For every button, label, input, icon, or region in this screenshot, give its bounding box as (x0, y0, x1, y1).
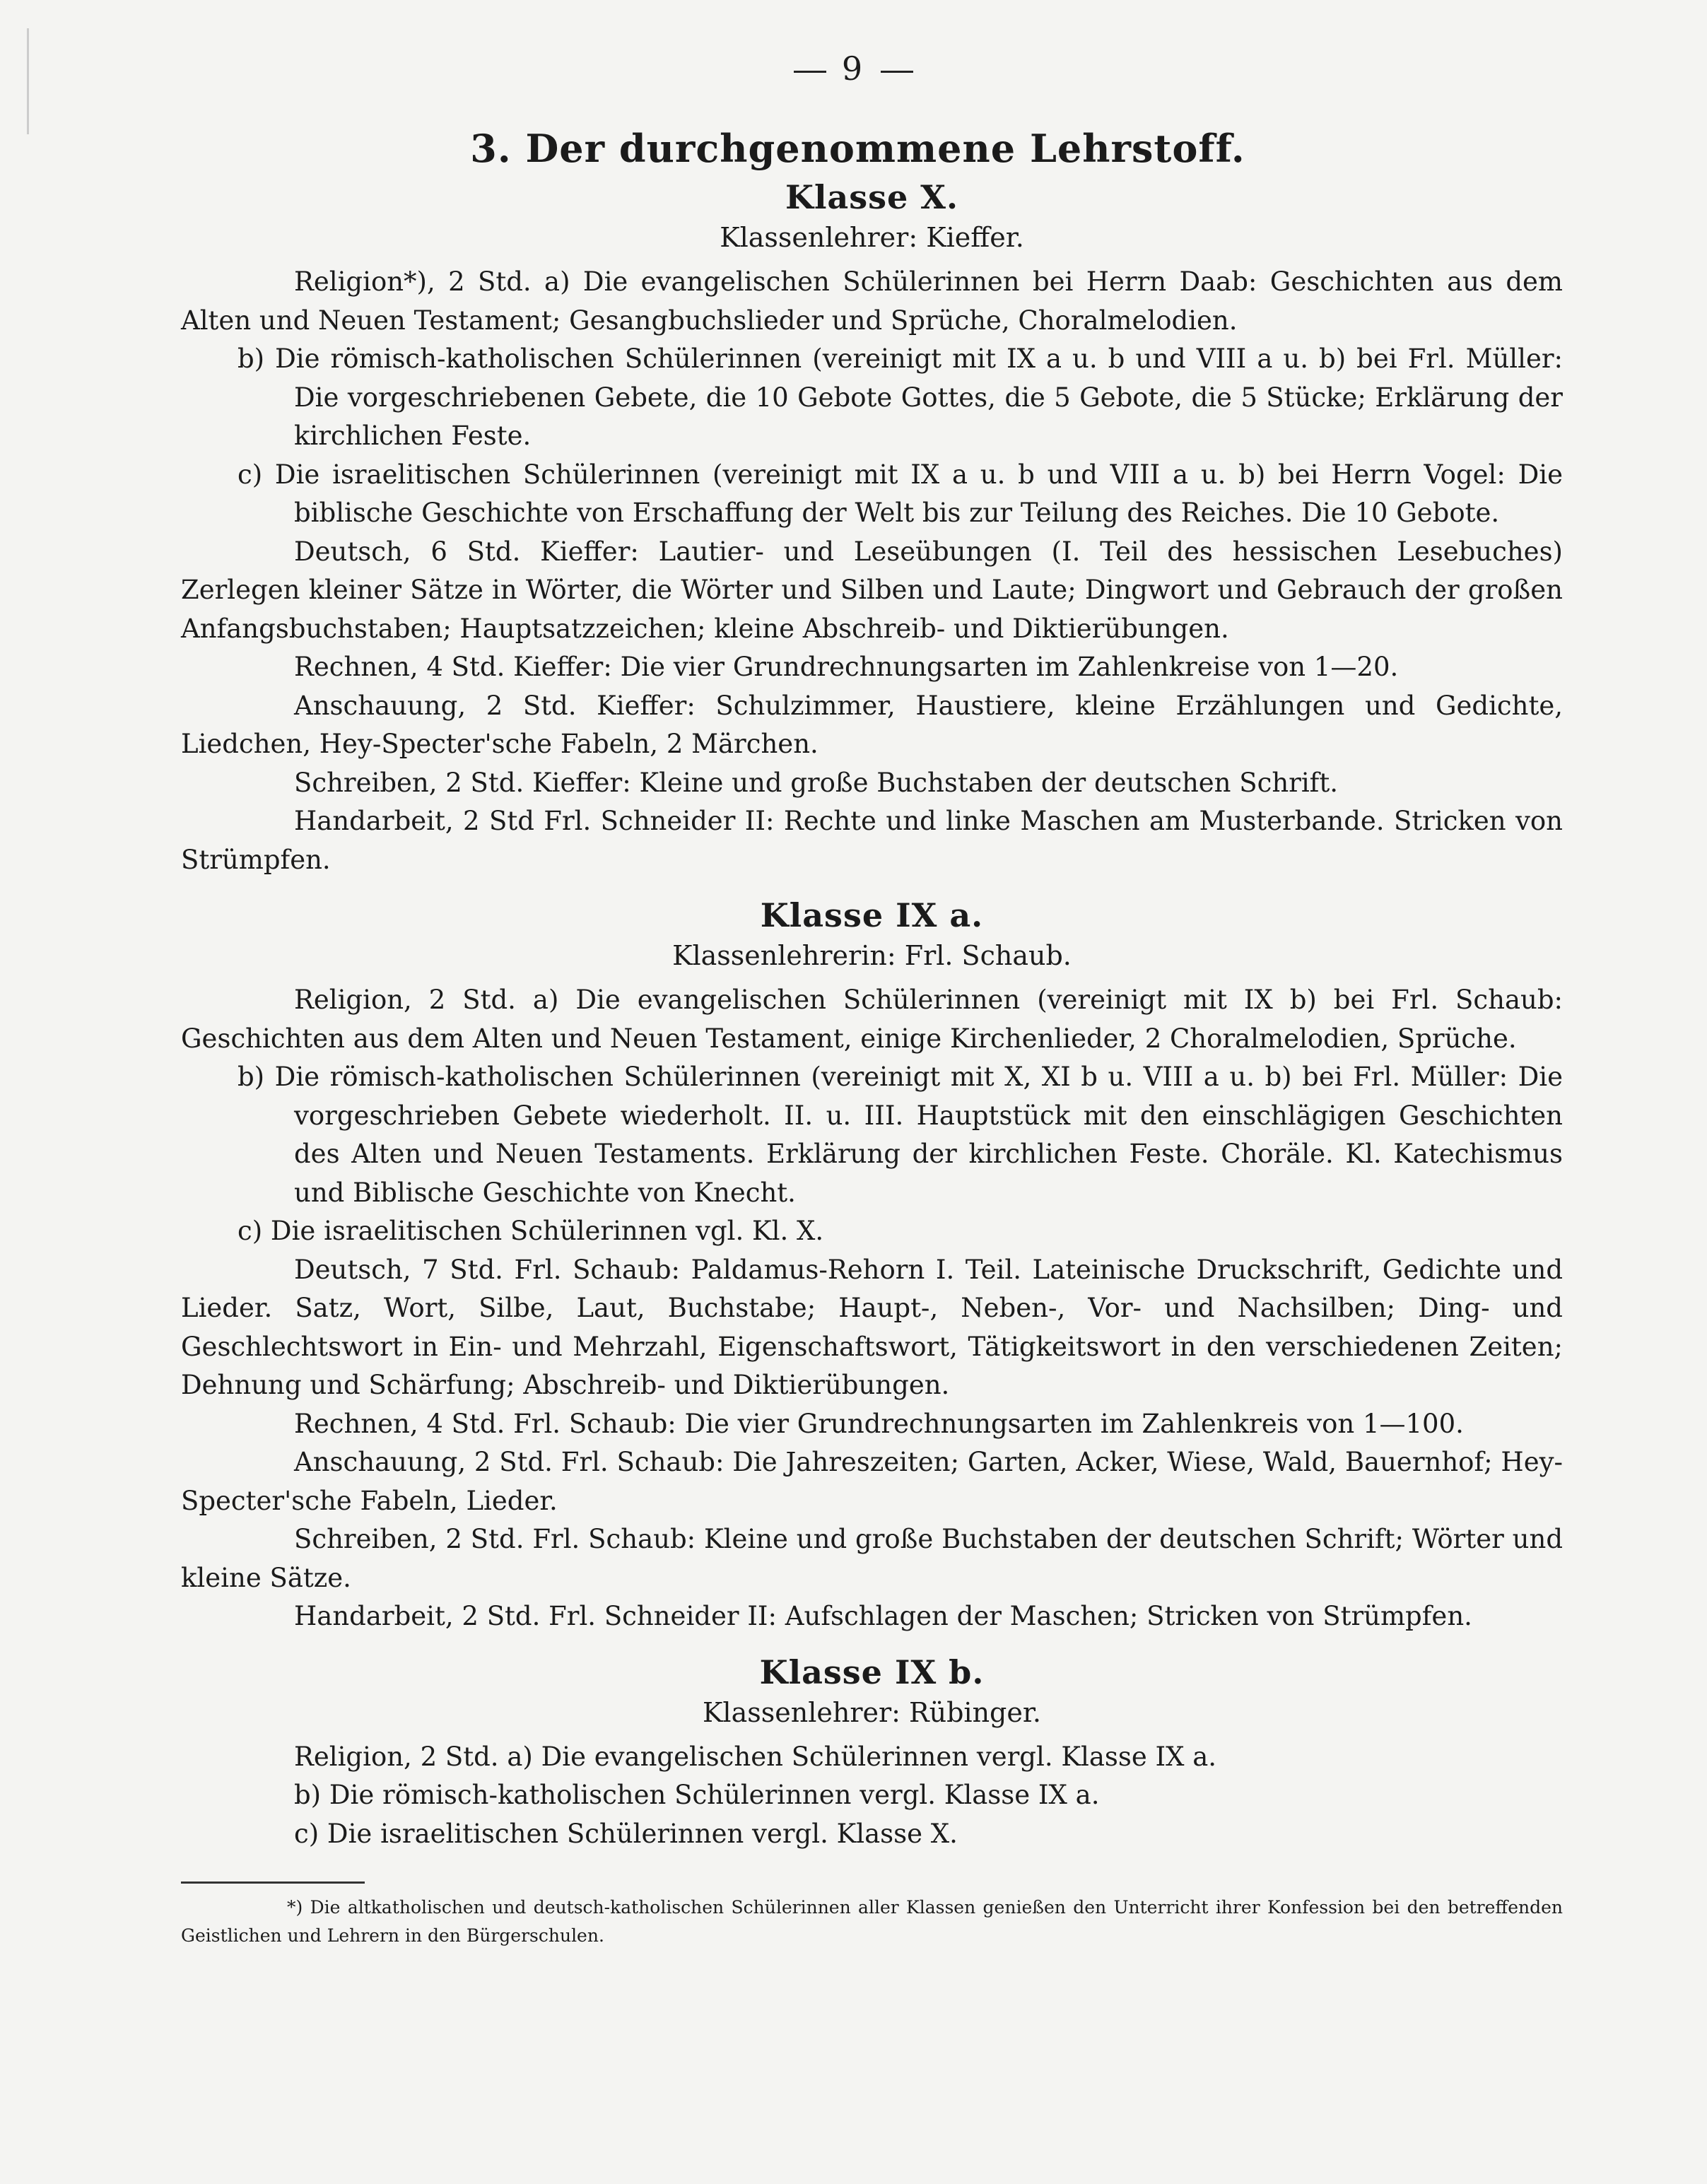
class-title-ixb: Klasse IX b. (759, 1652, 985, 1691)
anschauung-x: Anschauung, 2 Std. Kieffer: Schulzimmer, Haustiere, kleine Erzählungen und Gedichte, Liedchen, Hey-Specter'sche Fabeln, 2 Märchen. (181, 690, 1563, 759)
klasse-x-section (181, 178, 1563, 879)
schreiben-ixa: Schreiben, 2 Std. Frl. Schaub: Kleine und große Buchstaben der deutschen Schrift; Wörter und kleine Sätze. (181, 1524, 1563, 1593)
religion-ixa-a: a) Die evangelischen Schülerinnen (vereinigt mit IX b) bei Frl. Schaub: Geschichten aus dem Alten und Neuen Testament, einige Kirchenlieder, 2 Choralmelodien, Sprüche. (181, 985, 1563, 1054)
religion-x-heading: Religion*), 2 Std. (294, 266, 532, 297)
section-title: 3. Der durchgenommene Lehrstoff. (470, 126, 1245, 171)
schreiben-x: Schreiben, 2 Std. Kieffer: Kleine und große Buchstaben der deutschen Schrift. (294, 767, 1339, 798)
klasse-ixa-section (181, 896, 1563, 1636)
religion-ixb-b: b) Die römisch-katholischen Schülerinnen vergl. Klasse IX a. (294, 1780, 1100, 1810)
class-teacher-x: Klassenlehrer: Kieffer. (720, 222, 1024, 253)
content-column (181, 126, 1563, 1950)
religion-ixa-heading: Religion, 2 Std. (294, 985, 516, 1015)
religion-x-c: c) Die israelitischen Schülerinnen (vereinigt mit IX a u. b und VIII a u. b) bei Herrn Vogel: Die biblische Geschichte von Erschaffung der Welt bis zur Teilung des Reiches. Die 10 Gebote. (237, 459, 1563, 528)
religion-x (181, 263, 1563, 340)
religion-x-a: a) Die evangelischen Schülerinnen bei Herrn Daab: Geschichten aus dem Alten und Neuen Testament; Gesangbuchslieder und Sprüche, Choralmelodien. (181, 266, 1563, 336)
religion-ixb-a: a) Die evangelischen Schülerinnen vergl. Klasse IX a. (507, 1741, 1217, 1772)
class-teacher-ixb: Klassenlehrer: Rübinger. (703, 1696, 1041, 1728)
religion-ixb-heading: Religion, 2 Std. (294, 1741, 499, 1772)
religion-ixa-b: b) Die römisch-katholischen Schülerinnen (vereinigt mit X, XI b u. VIII a u. b) bei Frl. Müller: Die vorgeschrieben Gebete wiederholt. II. u. III. Hauptstück mit den einschlägigen Geschichten des Alten und Neuen Testaments. Erklärung der kirchlichen Feste. Choräle. Kl. Katechismus und Biblische Geschichte von Knecht. (237, 1062, 1563, 1208)
page-number-text: 9 (841, 49, 866, 88)
deutsch-ixa: Deutsch, 7 Std. Frl. Schaub: Paldamus-Rehorn I. Teil. Lateinische Druckschrift, Gedichte und Lieder. Satz, Wort, Silbe, Laut, Buchstabe; Haupt-, Neben-, Vor- und Nachsilben; Ding- und Geschlechtswort in Ein- und Mehrzahl, Eigenschaftswort, Tätigkeitswort in den verschiedenen Zeiten; Dehnung und Schärfung; Abschreib- und Diktierübungen. (181, 1254, 1563, 1400)
class-title-x: Klasse X. (785, 178, 959, 216)
anschauung-ixa: Anschauung, 2 Std. Frl. Schaub: Die Jahreszeiten; Garten, Acker, Wiese, Wald, Bauernhof; Hey-Specter'sche Fabeln, Lieder. (181, 1447, 1563, 1516)
deutsch-x: Deutsch, 6 Std. Kieffer: Lautier- und Leseübungen (I. Teil des hessischen Lesebuches) Zerlegen kleiner Sätze in Wörter, die Wörter und Silben und Laute; Dingwort und Gebrauch der großen Anfangsbuchstaben; Hauptsatzzeichen; kleine Abschreib- und Diktierübungen. (181, 536, 1563, 644)
religion-ixa (181, 981, 1563, 1058)
religion-ixb-c: c) Die israelitischen Schülerinnen vergl. Klasse X. (294, 1818, 958, 1849)
footnote: *) Die altkatholischen und deutsch-katholischen Schülerinnen aller Klassen genießen den Unterricht ihrer Konfession bei den betreffenden Geistlichen und Lehrern in den Bürgerschulen. (181, 1897, 1563, 1946)
rechnen-x: Rechnen, 4 Std. Kieffer: Die vier Grundrechnungsarten im Zahlenkreise von 1—20. (294, 652, 1399, 682)
handarbeit-ixa: Handarbeit, 2 Std. Frl. Schneider II: Aufschlagen der Maschen; Stricken von Strümpfen. (294, 1601, 1472, 1631)
religion-ixb (181, 1738, 1563, 1777)
religion-x-b: b) Die römisch-katholischen Schülerinnen (vereinigt mit IX a u. b und VIII a u. b) bei Frl. Müller: Die vorgeschriebenen Gebete, die 10 Gebote Gottes, die 5 Gebote, die 5 Stücke; Erklärung der kirchlichen Feste. (237, 344, 1563, 451)
religion-ixa-c: c) Die israelitischen Schülerinnen vgl. Kl. X. (237, 1216, 824, 1246)
rechnen-ixa: Rechnen, 4 Std. Frl. Schaub: Die vier Grundrechnungsarten im Zahlenkreis von 1—100. (294, 1408, 1464, 1439)
footnote-divider (181, 1881, 365, 1884)
class-title-ixa: Klasse IX a. (760, 896, 984, 934)
klasse-ixb-section (181, 1653, 1563, 1854)
class-teacher-ixa: Klassenlehrerin: Frl. Schaub. (672, 940, 1072, 971)
handarbeit-x: Handarbeit, 2 Std Frl. Schneider II: Rechte und linke Maschen am Musterbande. Stricken von Strümpfen. (181, 806, 1563, 875)
